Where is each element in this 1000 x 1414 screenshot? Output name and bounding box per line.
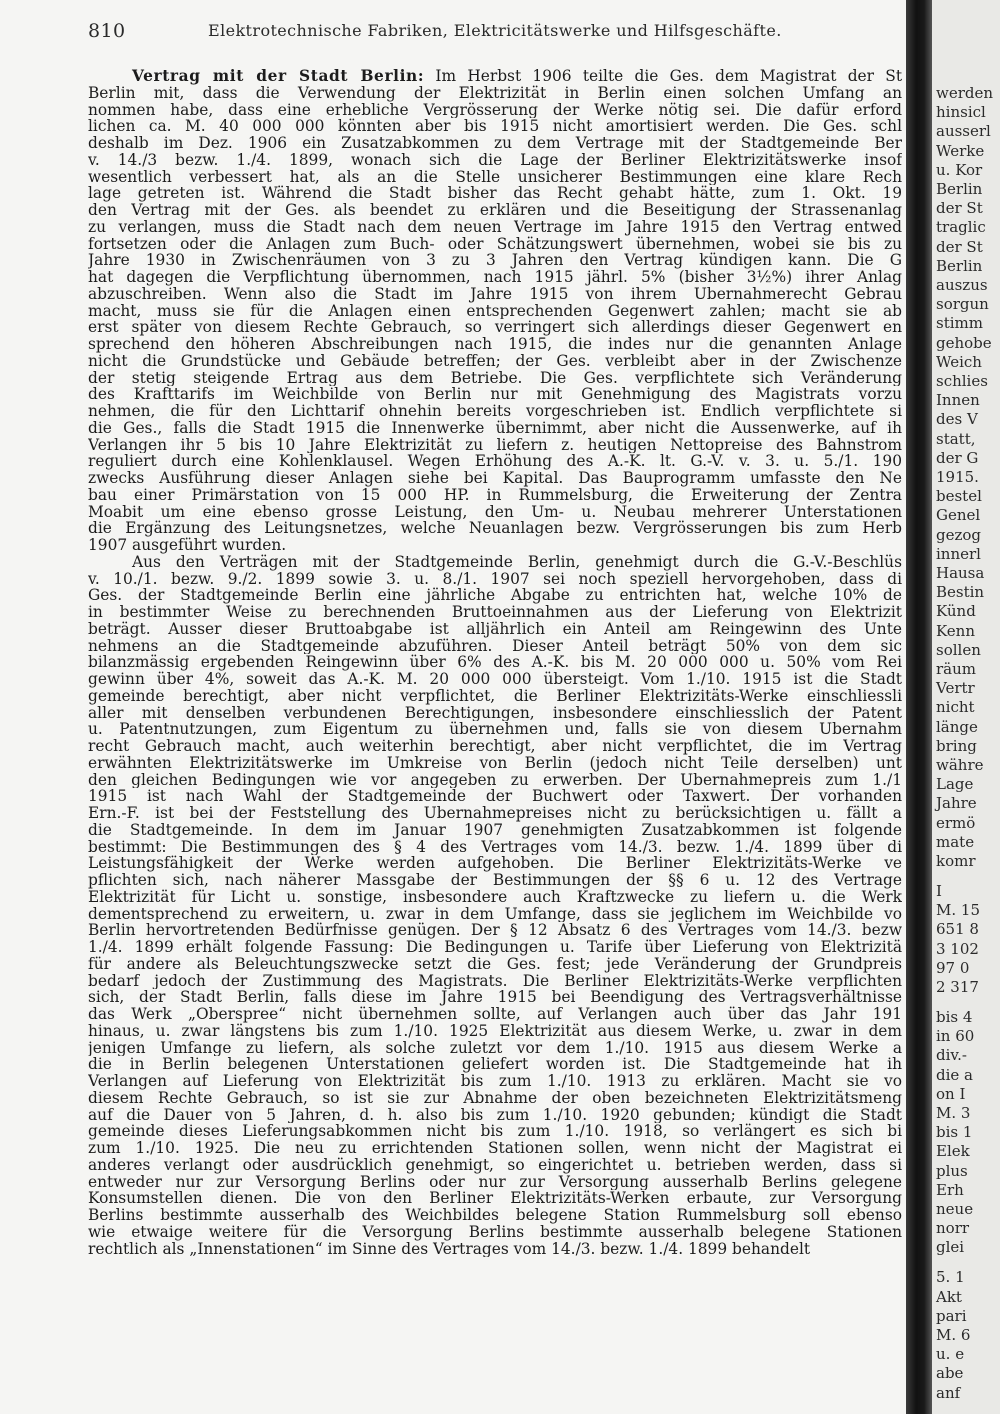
page-gutter-shadow bbox=[906, 0, 932, 1414]
text-line: gewinn über 4%, soweit das A.-K. M. 20 000 000 übersteigt. Vom 1./10. 1915 ist die Stadt bbox=[88, 671, 902, 688]
text-line: deshalb im Dez. 1906 ein Zusatzabkommen zu dem Vertrage mit der Stadtgemeinde Ber bbox=[88, 135, 902, 152]
text-line: anderes verlangt oder ausdrücklich genehmigt, so eingerichtet u. betrieben werden, dass si bbox=[88, 1156, 902, 1174]
text-line: sich, der Stadt Berlin, falls diese im Jahre 1915 bei Beendigung des Vertragsverhältnisse bbox=[88, 989, 902, 1006]
adjacent-page-fragment: Berlin bbox=[936, 180, 983, 198]
adjacent-page-fragment: plus bbox=[936, 1161, 968, 1180]
text-line: Ern.-F. ist bei der Feststellung des Übernahmepreises nicht zu berücksichtigen u. fällt a bbox=[88, 805, 902, 822]
text-line: entweder nur zur Versorgung Berlins oder nur zur Versorgung ausserhalb Berlins gelegene bbox=[88, 1173, 902, 1191]
text-line: aller mit denselben verbundenen Berechtigungen, insbesondere einschliesslich der Patent bbox=[88, 704, 902, 722]
adjacent-page-fragment: der G bbox=[936, 448, 979, 467]
adjacent-page-fragment: Hausa bbox=[936, 564, 985, 582]
adjacent-page-fragment: Innen bbox=[936, 391, 980, 410]
text-line: nehmens an die Stadtgemeinde abzuführen. Dieser Anteil beträgt 50% von dem sic bbox=[88, 637, 902, 655]
adjacent-page-fragment: div.- bbox=[936, 1046, 967, 1065]
adjacent-page-fragment: sollen bbox=[936, 640, 981, 659]
text-line: pflichten sich, nach näherer Massgabe der Bestimmungen der §§ 6 u. 12 des Vertrage bbox=[88, 872, 902, 889]
adjacent-page-fragment: ausserl bbox=[936, 122, 991, 141]
adjacent-page-fragment: on I bbox=[936, 1084, 966, 1103]
adjacent-page-fragment: Berlin bbox=[936, 256, 983, 275]
adjacent-page-fragment: des V bbox=[936, 410, 978, 429]
text-line: Verlangen auf Lieferung von Elektrizität bis zum 1./10. 1913 zu erklären. Macht sie vo bbox=[88, 1073, 902, 1090]
adjacent-page-fragment: Künd bbox=[936, 602, 976, 621]
adjacent-page-fragment: Bestin bbox=[936, 583, 985, 602]
text-line: Berlin mit, dass die Verwendung der Elektrizität in Berlin einen solchen Umfang an bbox=[88, 84, 902, 102]
adjacent-page-fragment: Kenn bbox=[936, 621, 976, 640]
text-line: den gleichen Bedingungen wie vor angegeben zu erwerben. Der Übernahmepreis zum 1./1 bbox=[88, 771, 902, 789]
text-line: rechtlich als „Innenstationen“ im Sinne des Vertrages vom 14./3. bezw. 1./4. 1899 behandelt bbox=[88, 1240, 811, 1258]
text-line: v. 14./3 bezw. 1./4. 1899, wonach sich die Lage der Berliner Elektrizitätswerke insof bbox=[88, 151, 902, 169]
text-line: Berlins bestimmte ausserhalb des Weichbildes belegene Station Rummelsburg soll ebenso bbox=[88, 1207, 902, 1224]
page-number: 810 bbox=[88, 20, 126, 42]
text-line: gemeinde dieses Lieferungsabkommen nicht bis zum 1./10. 1918, so verlängert es sich bi bbox=[88, 1123, 902, 1140]
adjacent-page-fragment: sorgun bbox=[936, 295, 989, 314]
adjacent-page-fragment: neue bbox=[936, 1200, 974, 1218]
text-line: 1./4. 1899 erhält folgende Fassung: Die Bedingungen u. Tarife über Lieferung von Elektrizitä bbox=[88, 939, 902, 956]
adjacent-page-fragment: 651 8 bbox=[936, 920, 979, 939]
adjacent-page-fragment: mate bbox=[936, 832, 975, 851]
adjacent-page-fragment: auszus bbox=[936, 276, 988, 294]
adjacent-page-fragment: innerl bbox=[936, 544, 981, 563]
text-line: der stetig steigende Ertrag aus dem Betriebe. Die Ges. verpflichtete sich Veränderung bbox=[88, 369, 902, 387]
adjacent-page-fragment: bring bbox=[936, 736, 977, 755]
adjacent-page-fragment: räum bbox=[936, 660, 976, 678]
adjacent-page-column bbox=[932, 0, 1000, 1414]
adjacent-page-fragment: nicht bbox=[936, 698, 975, 717]
paragraph-lead: Vertrag mit der Stadt Berlin: bbox=[132, 68, 425, 85]
adjacent-page-fragment: werden bbox=[936, 84, 994, 102]
text-line: Moabit um eine ebenso grosse Leistung, den Um- u. Neubau mehrerer Unterstationen bbox=[88, 503, 902, 521]
text-line: wie etwaige weitere für die Versorgung Berlins bestimmte ausserhalb belegene Stationen bbox=[88, 1223, 902, 1241]
adjacent-page-fragment: Weich bbox=[936, 352, 982, 371]
text-line: abzuschreiben. Wenn also die Stadt im Jahre 1915 von ihrem Übernahmerecht Gebrau bbox=[88, 285, 902, 303]
text-line: zu verlangen, muss die Stadt nach dem neuen Vertrage im Jahre 1915 den Vertrag entwed bbox=[88, 218, 902, 236]
adjacent-page-fragment: glei bbox=[936, 1238, 965, 1257]
text-line: Elektrizität für Licht u. sonstige, insbesondere auch Kraftzwecke zu liefern u. die Werk bbox=[88, 888, 902, 906]
adjacent-page-fragment: komr bbox=[936, 852, 976, 870]
adjacent-page-fragment: schlies bbox=[936, 372, 988, 390]
text-line: die in Berlin belegenen Unterstationen geliefert worden ist. Die Stadtgemeinde hat ih bbox=[88, 1056, 902, 1073]
text-line: recht Gebrauch macht, auch weiterhin berechtigt, aber nicht verpflichtet, die im Vertrag bbox=[88, 738, 902, 755]
body-text bbox=[88, 68, 902, 1257]
adjacent-page-fragment: Lage bbox=[936, 775, 974, 794]
adjacent-page-fragment: 2 317 bbox=[936, 978, 979, 996]
adjacent-page-fragment: norr bbox=[936, 1219, 970, 1238]
adjacent-page-fragment: traglic bbox=[936, 218, 986, 237]
adjacent-page-fragment: Werke bbox=[936, 141, 985, 160]
text-line: erwähnten Elektrizitätswerke im Umkreise von Berlin (jedoch nicht Teile derselben) unt bbox=[88, 754, 902, 772]
adjacent-page-fragment: M. 6 bbox=[936, 1326, 971, 1344]
text-line: beträgt. Ausser dieser Bruttoabgabe ist alljährlich ein Anteil am Reingewinn des Unte bbox=[88, 620, 902, 638]
text-line: lage getreten ist. Während die Stadt bisher das Recht gehabt hätte, zum 1. Okt. 19 bbox=[88, 185, 902, 202]
adjacent-page-fragment: u. Kor bbox=[936, 160, 983, 179]
adjacent-page-fragment: Vertr bbox=[936, 679, 975, 698]
adjacent-page-fragment: stimm bbox=[936, 314, 983, 333]
adjacent-page-fragment: hinsicl bbox=[936, 103, 986, 122]
adjacent-page-fragment: abe bbox=[936, 1364, 964, 1383]
text-line: Berlin hervortretenden Bedürfnisse genügen. Der § 12 Absatz 6 des Vertrages vom 14./3. bezw bbox=[88, 922, 902, 939]
text-line: zum 1./10. 1925. Die neu zu errichtenden Stationen sollen, wenn nicht der Magistrat ei bbox=[88, 1140, 902, 1157]
adjacent-page-fragment: bis 4 bbox=[936, 1008, 973, 1026]
text-line: den Vertrag mit der Ges. als beendet zu erklären und die Beseitigung der Strassenanlag bbox=[88, 202, 902, 219]
text-line: zwecks Ausführung dieser Anlagen siehe bei Kapital. Das Bauprogramm umfasste den Ne bbox=[88, 470, 902, 487]
text-line: nehmen, die für den Lichttarif ohnehin bereits vorgeschrieben ist. Endlich verpflichtete si bbox=[88, 403, 902, 420]
text-line: dementsprechend zu erweitern, u. zwar in dem Umfange, dass sie jeglichem im Weichbilde vo bbox=[88, 905, 902, 923]
text-line: v. 10./1. bezw. 9./2. 1899 sowie 3. u. 8./1. 1907 sei noch speziell hervorgehoben, dass di bbox=[88, 570, 902, 588]
adjacent-page-fragment: M. 15 bbox=[936, 901, 980, 920]
adjacent-page-fragment: Genel bbox=[936, 506, 981, 525]
adjacent-page-fragment: Akt bbox=[936, 1287, 962, 1306]
text-line: nommen habe, dass eine erhebliche Vergrösserung der Werke nötig sei. Die dafür erford bbox=[88, 101, 902, 119]
text-line: macht, muss sie für die Anlagen einen entsprechenden Gegenwert zahlen; macht sie ab bbox=[88, 302, 902, 320]
text-line: 1907 ausgeführt wurden. bbox=[88, 537, 287, 554]
text-line: für andere als Beleuchtungszwecke setzt die Ges. fest; jede Veränderung der Grundpreis bbox=[88, 955, 902, 973]
adjacent-page-fragment: anf bbox=[936, 1383, 961, 1402]
text-line: bestimmt: Die Bestimmungen des § 4 des Vertrages vom 14./3. bezw. 1./4. 1899 über di bbox=[88, 838, 902, 856]
adjacent-page-fragment: 5. 1 bbox=[936, 1268, 965, 1287]
adjacent-page-fragment: 1915. bbox=[936, 468, 979, 486]
running-head bbox=[88, 20, 888, 48]
text-line: diesem Rechte Gebrauch, so ist sie zur Abnahme der oben bezeichneten Elektrizitätsmeng bbox=[88, 1089, 902, 1107]
text-line: jenigen Umfange zu liefern, als solche zuletzt vor dem 1./10. 1915 aus diesem Werke a bbox=[88, 1039, 902, 1057]
adjacent-page-fragment: 3 102 bbox=[936, 939, 979, 958]
adjacent-page-fragment: der St bbox=[936, 237, 983, 256]
adjacent-page-fragment: I bbox=[936, 882, 942, 900]
running-title: Elektrotechnische Fabriken, Elektricitätswerke und Hilfsgeschäfte. bbox=[208, 21, 782, 40]
text-line: u. Patentnutzungen, zum Eigentum zu übernehmen und, falls sie von diesem Übernahm bbox=[88, 721, 902, 738]
text-line: bau einer Primärstation von 15 000 HP. in Rummelsburg, die Erweiterung der Zentra bbox=[88, 486, 902, 504]
text-line: Verlangen ihr 5 bis 10 Jahre Elektrizität zu liefern z. heutigen Nettopreise des Bahnstrom bbox=[88, 436, 902, 454]
adjacent-page-fragment: gehobe bbox=[936, 333, 992, 352]
adjacent-page-fragment: gezog bbox=[936, 525, 982, 544]
adjacent-page-fragment: Elek bbox=[936, 1142, 970, 1161]
text-line: fortsetzen oder die Anlagen zum Buch- oder Schätzungswert übernehmen, wobei sie bis zu bbox=[88, 235, 902, 253]
adjacent-page-fragment: ermö bbox=[936, 813, 976, 832]
text-line: Konsumstellen dienen. Die von den Berliner Elektrizitäts-Werken erbaute, zur Versorgung bbox=[88, 1190, 902, 1207]
adjacent-page-fragment: Erh bbox=[936, 1180, 964, 1199]
text-line: in bestimmter Weise zu berechnenden Bruttoeinnahmen aus der Lieferung von Elektrizit bbox=[88, 604, 902, 621]
text-line: bilanzmässig ergebenden Reingewinn über 6% des A.-K. bis M. 20 000 000 u. 50% vom Rei bbox=[88, 654, 902, 671]
adjacent-page-fragment: bis 1 bbox=[936, 1123, 973, 1142]
text-line: wesentlich verbessert hat, als an die Stelle unsicherer Bestimmungen eine klare Rech bbox=[88, 168, 902, 186]
text-line: Aus den Verträgen mit der Stadtgemeinde Berlin, genehmigt durch die G.-V.-Beschlüs bbox=[132, 553, 902, 571]
text-line: reguliert durch eine Kohlenklausel. Wegen Erhöhung des A.-K. lt. G.-V. v. 3. u. 5./1. 190 bbox=[88, 453, 902, 470]
text-line: Jahre 1930 in Zwischenräumen von 3 zu 3 Jahren den Vertrag kündigen kann. Die G bbox=[88, 252, 902, 269]
text-line: bedarf jedoch der Zustimmung des Magistrats. Die Berliner Elektrizitäts-Werke verpflichten bbox=[88, 972, 902, 990]
adjacent-page-fragment: M. 3 bbox=[936, 1104, 971, 1122]
text-line: gemeinde berechtigt, aber nicht verpflichtet, die Berliner Elektrizitäts-Werke einschliessli bbox=[88, 687, 902, 705]
adjacent-page-fragment: u. e bbox=[936, 1345, 965, 1364]
text-line: hat dagegen die Verpflichtung übernommen, nach 1915 jährl. 5% (bisher 3½%) ihrer Anlag bbox=[88, 269, 902, 286]
text-line: sprechend den höheren Abschreibungen nach 1915, die indes nur die genannten Anlage bbox=[88, 336, 902, 353]
text-line: die Ges., falls die Stadt 1915 die Innenwerke übernimmt, aber nicht die Aussenwerke, auf ih bbox=[88, 419, 902, 437]
text-line: Ges. der Stadtgemeinde Berlin eine jährliche Abgabe zu entrichten hat, welche 10% de bbox=[88, 587, 902, 604]
text-line: nicht die Grundstücke und Gebäude betreffen; der Ges. verbleibt aber in der Zwischenze bbox=[88, 352, 902, 370]
text-line: die Ergänzung des Leitungsnetzes, welche Neuanlagen bezw. Vergrösserungen bis zum Herb bbox=[88, 520, 902, 537]
text-line: erst später von diesem Rechte Gebrauch, so verringert sich allerdings dieser Gegenwert en bbox=[88, 319, 902, 336]
text-line: Vertrag mit der Stadt Berlin: Im Herbst 1906 teilte die Ges. dem Magistrat der St bbox=[132, 68, 902, 85]
adjacent-page-fragment: statt, bbox=[936, 429, 976, 448]
adjacent-page-fragment: länge bbox=[936, 717, 978, 736]
adjacent-page-fragment: währe bbox=[936, 756, 984, 774]
text-line: die Stadtgemeinde. In dem im Januar 1907 genehmigten Zusatzabkommen ist folgende bbox=[88, 821, 902, 839]
adjacent-page-fragment: 97 0 bbox=[936, 958, 970, 977]
text-line: lichen ca. M. 40 000 000 könnten aber bis 1915 nicht amortisiert werden. Die Ges. schl bbox=[88, 118, 902, 135]
adjacent-page-fragment: pari bbox=[936, 1306, 967, 1325]
text-line: des Krafttarifs im Weichbilde von Berlin nur mit Genehmigung des Magistrats vorzu bbox=[88, 386, 902, 403]
text-line: auf die Dauer von 5 Jahren, d. h. also bis zum 1./10. 1920 gebunden; kündigt die Stadt bbox=[88, 1106, 902, 1124]
adjacent-page-fragment: bestel bbox=[936, 487, 982, 506]
adjacent-page-fragment: in 60 bbox=[936, 1027, 975, 1046]
text-line: das Werk „Oberspree“ nicht übernehmen sollte, auf Verlangen auch über das Jahr 191 bbox=[88, 1006, 902, 1023]
adjacent-page-fragment: der St bbox=[936, 199, 983, 218]
text-line: hinaus, u. zwar längstens bis zum 1./10. 1925 Elektrizität aus diesem Werke, u. zwar in dem bbox=[88, 1022, 902, 1040]
adjacent-page-fragment: die a bbox=[936, 1065, 973, 1084]
adjacent-page-fragment: Jahre bbox=[936, 794, 977, 813]
text-line: Leistungsfähigkeit der Werke werden aufgehoben. Die Berliner Elektrizitäts-Werke ve bbox=[88, 855, 902, 872]
text-line: 1915 ist nach Wahl der Stadtgemeinde der Buchwert oder Taxwert. Der vorhanden bbox=[88, 788, 902, 805]
